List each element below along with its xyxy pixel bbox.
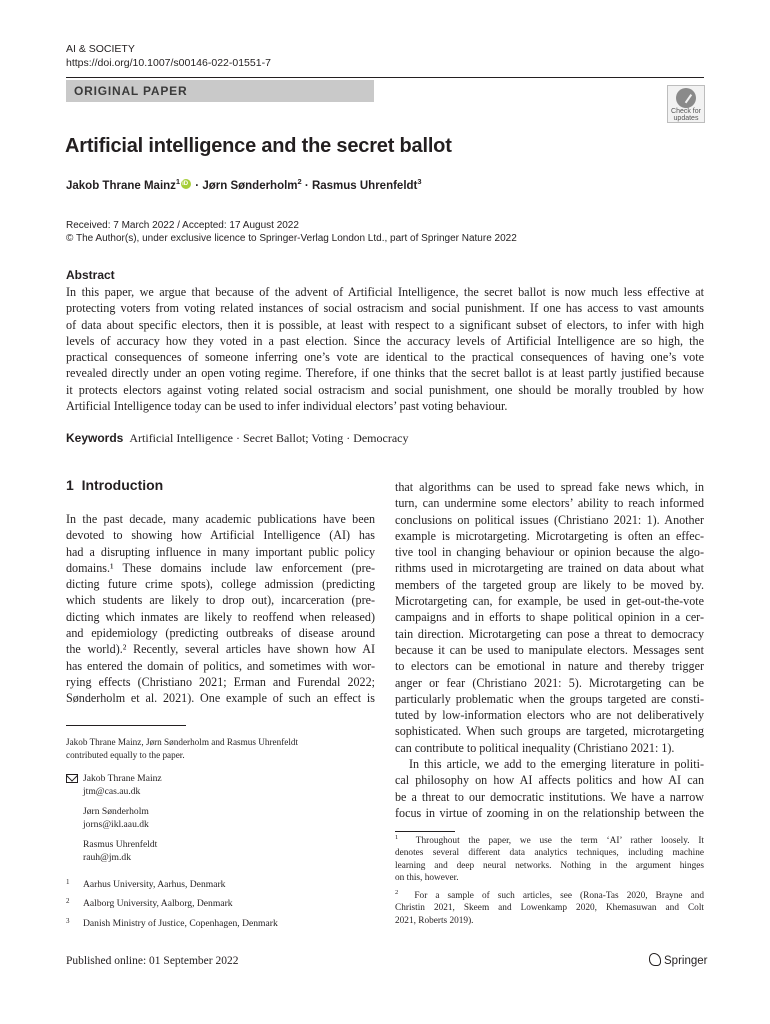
body-line: devoted to showing how Artificial Intelligence (AI) has <box>66 528 375 543</box>
body-line: sophisticated. When such groups are targeted, microtargeting <box>395 724 704 739</box>
affiliation <box>66 879 366 891</box>
published-online-date: Published online: 01 September 2022 <box>66 955 239 967</box>
springer-horse-icon <box>649 953 661 966</box>
footnote-line: learning and deep neural networks. Nothing in the argument hinges <box>395 860 704 871</box>
footnote-text: Throughout the paper, we use the term ‘AI’ rather loosely. It <box>415 836 705 846</box>
orcid-icon[interactable] <box>181 179 191 189</box>
body-line: rithms used in microtargeting are trained on data about what <box>395 561 704 576</box>
badge-line2: updates <box>673 115 699 122</box>
body-line: the world).² Recently, several articles have shown how AI <box>66 642 375 657</box>
body-line: cal philosophy on how AI affects politics and how AI can <box>395 773 704 788</box>
footnote-line: 2021, Roberts 2019). <box>395 915 474 926</box>
contribution-note <box>66 736 298 761</box>
affiliation-text: Aarhus University, Aarhus, Denmark <box>83 879 226 890</box>
body-line: particularly problematic when the groups targeted are consti- <box>395 691 704 706</box>
contact-name: Jakob Thrane Mainz <box>83 773 162 784</box>
keywords-text: Artificial Intelligence · Secret Ballot; Voting · Democracy <box>129 431 409 445</box>
body-line: Microtargeting can, for example, be used in get-out-the-vote <box>395 594 704 609</box>
footnote-line <box>395 890 704 902</box>
body-line: because it can be used to manipulate electors. Messages sent <box>395 642 704 657</box>
footnote-line: denotes several different data analytics techniques, including machine <box>395 848 704 859</box>
author-list <box>66 179 422 192</box>
body-line: focus in virtue of zooming in on the relationship between the <box>395 805 704 820</box>
body-line: campaigns and in efforts to shape political opinion in a cer- <box>395 610 704 625</box>
section-title: Introduction <box>81 477 164 493</box>
author-name[interactable]: Jørn Sønderholm <box>202 180 298 192</box>
body-line: anger or fear (Christiano 2021: 5). Microtargeting can be <box>395 675 704 690</box>
abstract-text <box>66 284 704 414</box>
body-line: to electors can be emotional in nature and thereby trigger <box>395 659 704 674</box>
affiliation <box>66 918 366 930</box>
footnote-mark: 1 <box>395 833 399 841</box>
body-line: turn, can undermine some electors’ ability to reach informed <box>395 496 704 511</box>
affiliation-text: Aalborg University, Aalborg, Denmark <box>83 898 233 909</box>
abstract-line: practical consequences of someone inferring one’s vote are identical to the practical consequences of having one’s vote <box>66 350 704 365</box>
abstract-line: of data about specific electors, then it is possible, at least with respect to a significant subset of electors, to infer with high <box>66 317 704 332</box>
contact-email[interactable]: jorns@ikl.aau.dk <box>83 818 149 830</box>
body-line: In this article, we add to the emerging literature in politi- <box>409 757 704 772</box>
header-rule <box>66 77 704 78</box>
affiliation-number: 2 <box>66 897 70 905</box>
affiliation-text: Danish Ministry of Justice, Copenhagen, Denmark <box>83 918 278 929</box>
body-line: In the past decade, many academic publications have been <box>66 512 375 526</box>
abstract-line: levels of accuracy how they voted in a past election. Since the accuracy levels of Artificial Intelligence are so high, the <box>66 333 704 348</box>
body-line: be a threat to our democratic institutions. We have a narrow <box>395 789 704 804</box>
check-for-updates-badge[interactable] <box>667 85 705 123</box>
contact-email[interactable]: rauh@jm.dk <box>83 851 132 863</box>
contribution-line: Jakob Thrane Mainz, Jørn Sønderholm and Rasmus Uhrenfeldt <box>66 737 299 747</box>
mail-icon <box>66 774 78 783</box>
article-type-label: ORIGINAL PAPER <box>74 84 188 98</box>
keywords <box>66 431 409 446</box>
body-line: rying effects (Christiano 2021; Erman and Furendal 2022; <box>66 674 375 689</box>
contact-name: Jørn Sønderholm <box>83 806 149 817</box>
footnote-text: For a sample of such articles, see (Rona-Tas 2020, Brayne and <box>414 891 705 901</box>
affiliation-number: 1 <box>66 878 70 886</box>
author-name[interactable]: Rasmus Uhrenfeldt <box>311 180 418 192</box>
affiliation-number: 3 <box>66 917 70 925</box>
footnote-line <box>395 835 704 847</box>
body-line: tain direction. Microtargeting can pose a threat to democracy <box>395 626 704 641</box>
footnote-1 <box>395 835 704 884</box>
body-line: conclusions on political issues (Christiano 2021: 1). Another <box>395 512 704 527</box>
contact-entry <box>83 839 157 864</box>
body-line: can contribute to political inequality (Christiano 2021: 1). <box>395 740 675 755</box>
received-accepted-dates: Received: 7 March 2022 / Accepted: 17 August 2022 <box>66 220 299 231</box>
copyright-notice: © The Author(s), under exclusive licence to Springer-Verlag London Ltd., part of Springer Nature 2022 <box>66 233 517 244</box>
publisher-name: Springer <box>664 955 708 967</box>
author-affiliation-mark: 1 <box>175 177 181 187</box>
body-line: tive tool in changing behaviour or opinion because the algo- <box>395 545 704 560</box>
left-column-text <box>66 511 375 707</box>
affiliation <box>66 898 366 910</box>
footnote-line: Christin 2021, Skeem and Lowenkamp 2020, Khemasuwan and Colt <box>395 903 704 914</box>
abstract-line: Artificial Intelligence today can be used to infer individual electors’ past voting behaviour. <box>66 399 508 414</box>
section-heading <box>66 477 163 493</box>
author-separator: · <box>192 180 203 192</box>
body-line: which students are likely to drop out), incarceration (pre- <box>66 593 375 608</box>
contact-name: Rasmus Uhrenfeldt <box>83 839 158 850</box>
abstract-line: In this paper, we argue that because of the advent of Artificial Intelligence, the secret ballot is now much less effective at <box>66 285 704 299</box>
abstract-heading: Abstract <box>66 268 115 282</box>
journal-name: AI & SOCIETY <box>66 43 135 55</box>
contact-entry <box>83 806 149 831</box>
doi-link[interactable]: https://doi.org/10.1007/s00146-022-01551-7 <box>66 57 271 69</box>
body-line: domains.¹ These domains include law enforcement (pre- <box>66 560 375 575</box>
author-affiliation-mark: 3 <box>417 177 422 187</box>
footnote-rule <box>395 831 455 832</box>
contribution-line: contributed equally to the paper. <box>66 749 185 760</box>
footnote-mark: 2 <box>395 888 399 896</box>
check-updates-icon <box>676 88 696 108</box>
body-line: that algorithms can be used to spread fake news which, in <box>395 480 704 494</box>
corresponding-authors <box>66 773 366 873</box>
body-line: Sønderholm et al. 2021). One example of such an effect is <box>66 691 375 706</box>
keywords-label: Keywords <box>66 431 124 445</box>
author-separator: · <box>301 180 312 192</box>
contact-entry <box>83 773 162 798</box>
author-name[interactable]: Jakob Thrane Mainz <box>66 180 176 192</box>
right-column-text <box>395 479 704 821</box>
contact-email[interactable]: jtm@cas.au.dk <box>83 785 141 797</box>
abstract-line: protecting voters from voting related instances of social ostracism and social punishment. If one has access to vast amounts <box>66 301 704 316</box>
paper-title: Artificial intelligence and the secret ballot <box>65 135 452 157</box>
footnote-2 <box>395 890 704 927</box>
article-type-banner <box>66 80 374 102</box>
body-line: dicting which inmates are likely to reoffend when released) <box>66 609 375 624</box>
section-number: 1 <box>66 477 74 493</box>
abstract-line: revealed directly under an open voting regime. Therefore, if one thinks that the secret ballot is at least partly justified because <box>66 366 704 381</box>
abstract-line: it protects electors against voting related social ostracism and social punishment, one should be morally troubled by how <box>66 382 704 397</box>
body-line: dicting future crime spots), college admission (predicting <box>66 577 375 592</box>
body-line: example is microtargeting. Microtargeting is often an effec- <box>395 528 704 543</box>
body-line: and epidemiology (predicting outbreaks of disease around <box>66 626 375 641</box>
body-line: has entered the domain of politics, and sometimes with wor- <box>66 658 375 673</box>
footnote-rule <box>66 725 186 726</box>
body-line: tuted by low-information electors who are not deliberatively <box>395 708 704 723</box>
footnote-line: on this, however. <box>395 872 459 883</box>
body-line: had a disrupting influence in many important public policy <box>66 544 375 559</box>
badge-line1: Check for <box>671 108 701 115</box>
publisher-logo <box>649 953 707 967</box>
body-line: members of the targeted group are likely to be moved by. <box>395 577 704 592</box>
author-affiliation-mark: 2 <box>297 177 302 187</box>
